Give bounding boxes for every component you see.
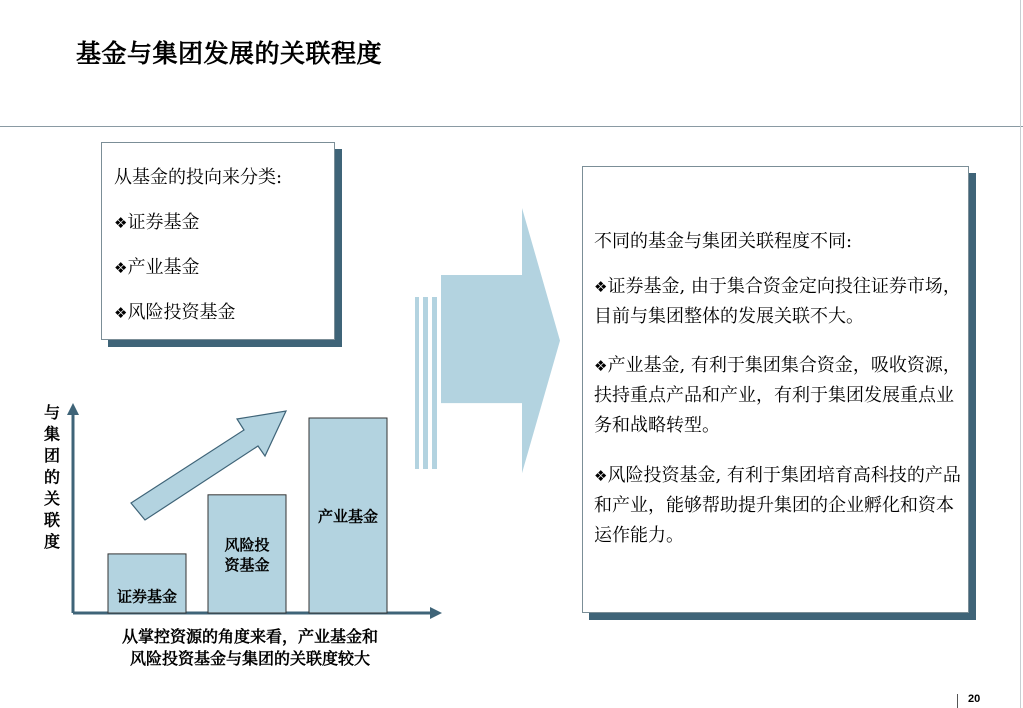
bar-label: 证券基金 <box>116 587 178 606</box>
chart-caption-line-2: 风险投资基金与集团的关联度较大 <box>129 649 370 668</box>
right-arrow-icon <box>414 205 564 473</box>
fund-relevance-detail-box <box>582 166 969 613</box>
arrow-body <box>441 208 560 473</box>
arrow-stripe <box>423 297 428 469</box>
y-axis-label-char: 关 <box>43 489 61 508</box>
detail-item-text: 产业基金, 有利于集团集合资金，吸收资源，扶持重点产品和产业，有利于集团发展重点业务和战略转型。 <box>594 355 961 436</box>
detail-item-text: 风险投资基金, 有利于集团培育高科技的产品和产业，能够帮助提升集团的企业孵化和资本运作能力。 <box>594 465 961 546</box>
y-axis-label-char: 与 <box>43 403 61 422</box>
y-axis-label-char: 的 <box>43 467 61 487</box>
bar-label: 产业基金 <box>317 507 379 526</box>
detail-heading: 不同的基金与集团关联程度不同: <box>594 231 853 252</box>
diamond-bullet-icon: ❖ <box>594 357 608 375</box>
y-axis-arrowhead <box>67 403 79 415</box>
detail-item-industry <box>594 351 964 441</box>
y-axis-label-char: 团 <box>43 446 61 465</box>
arrow-stripe <box>432 297 437 469</box>
arrow-stripe <box>415 297 419 469</box>
y-axis-label-char: 度 <box>43 532 61 551</box>
diamond-bullet-icon: ❖ <box>594 278 608 296</box>
diamond-bullet-icon: ❖ <box>114 304 128 322</box>
diamond-bullet-icon: ❖ <box>594 467 608 485</box>
chart-caption-line-1: 从掌控资源的角度来看，产业基金和 <box>121 627 378 646</box>
detail-item-text: 证券基金, 由于集合资金定向投往证券市场，目前与集团整体的发展关联不大。 <box>594 276 961 327</box>
detail-item-venture <box>594 461 964 551</box>
bar-label: 资基金 <box>224 555 270 574</box>
classification-item-label: 风险投资基金 <box>127 302 236 323</box>
classification-item-label: 证券基金 <box>127 212 200 233</box>
diamond-bullet-icon: ❖ <box>114 214 128 232</box>
page-number: 20 <box>968 693 981 705</box>
y-axis-label-char: 联 <box>43 510 61 530</box>
bar-label: 风险投 <box>224 535 270 554</box>
y-axis-label-char: 集 <box>43 424 61 444</box>
x-axis-arrowhead <box>430 607 442 619</box>
detail-item-securities <box>594 272 964 332</box>
diamond-bullet-icon: ❖ <box>114 259 128 277</box>
classification-heading: 从基金的投向来分类: <box>114 167 283 188</box>
page-title: 基金与集团发展的关联程度 <box>76 39 383 68</box>
classification-item-label: 产业基金 <box>127 257 200 278</box>
page-number-divider <box>957 694 958 708</box>
